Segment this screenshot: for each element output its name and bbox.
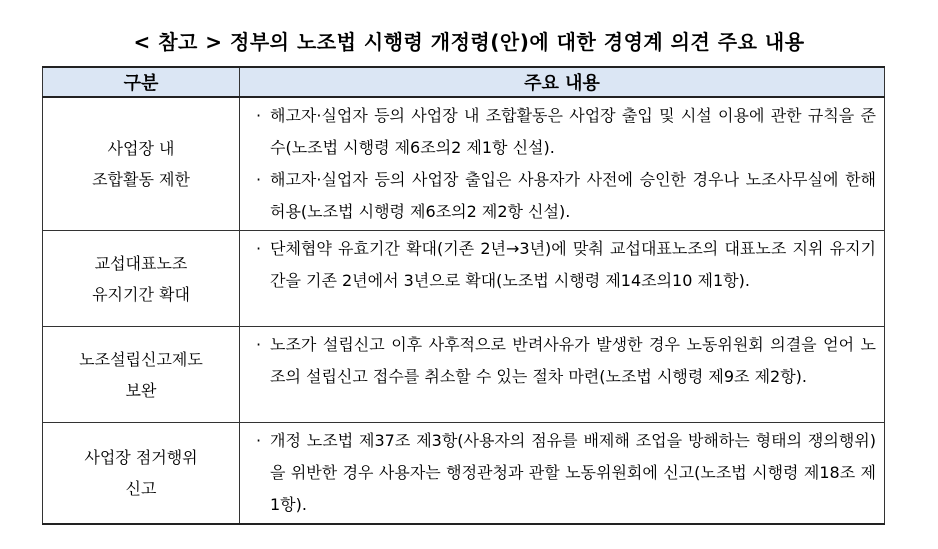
page-title: < 참고 > 정부의 노조법 시행령 개정령(안)에 대한 경영계 의견 주요 내용 [133,30,805,54]
bullet: · [256,239,262,258]
category-cell [43,327,240,423]
list-item: · 해고자·실업자 등의 사업장 출입은 사용자가 사전에 승인한 경우나 노조사무실에 한해 허용(노조법 시행령 제6조의2 제2항 신설). [258,164,876,228]
header-category: 구분 [43,67,240,97]
list-item: · 개정 노조법 제37조 제3항(사용자의 점유를 배제해 조업을 방해하는 형태의 쟁의행위)을 위반한 경우 사용자는 행정관청과 관할 노동위원회에 신고(노조법 시행령 제18조 제1항). [258,425,876,521]
opinion-table [42,66,885,525]
bullet: · [256,431,262,450]
header-content: 주요 내용 [240,67,885,97]
table-row [43,97,885,231]
bullet: · [256,106,262,125]
category-line: 노조설립신고제도 [79,349,203,369]
category-line: 사업장 점거행위 [84,448,198,467]
content-cell [240,231,885,327]
category-line: 유지기간 확대 [92,284,190,304]
category-cell [43,97,240,231]
content-cell [240,327,885,423]
content-cell [240,423,885,525]
table-row [43,231,885,327]
bullet: · [256,335,262,354]
table-row [43,423,885,525]
content-cell [240,97,885,231]
list-item: · 단체협약 유효기간 확대(기존 2년→3년)에 맞춰 교섭대표노조의 대표노조 지위 유지기간을 기존 2년에서 3년으로 확대(노조법 시행령 제14조의10 제1항). [258,233,876,297]
category-cell [43,423,240,525]
category-line: 조합활동 제한 [92,170,190,189]
list-item: · 노조가 설립신고 이후 사후적으로 반려사유가 발생한 경우 노동위원회 의결을 얻어 노조의 설립신고 접수를 취소할 수 있는 절차 마련(노조법 시행령 제9조 제2항). [258,329,876,393]
category-line: 신고 [125,479,157,498]
list-item: · 해고자·실업자 등의 사업장 내 조합활동은 사업장 출입 및 시설 이용에 관한 규칙을 준수(노조법 시행령 제6조의2 제1항 신설). [258,100,876,164]
table-row [43,327,885,423]
category-line: 사업장 내 [107,139,175,158]
bullet: · [256,170,262,189]
category-line: 보완 [125,380,157,400]
category-cell [43,231,240,327]
category-line: 교섭대표노조 [94,253,188,273]
table-header-row [43,67,885,97]
